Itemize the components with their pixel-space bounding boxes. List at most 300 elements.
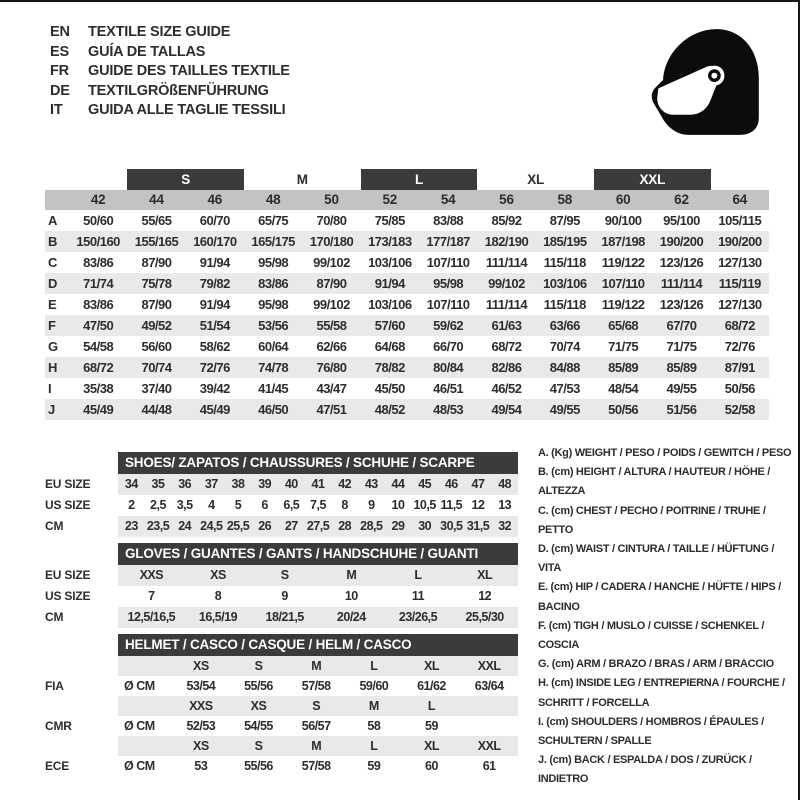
measurement-cell: 58/62 — [199, 339, 230, 354]
table-title: GLOVES / GUANTES / GANTS / HANDSCHUHE / GUANTI — [118, 543, 518, 565]
legend-item: H. (cm) INSIDE LEG / ENTREPIERNA / FOURCHE / SCHRITT / FORCELLA — [538, 677, 785, 709]
table-cell: 3,5 — [176, 498, 193, 512]
table-cell: 10 — [391, 498, 405, 512]
measurement-cell: 182/190 — [484, 234, 529, 249]
helmet-size-row — [118, 736, 518, 756]
legend-item: I. (cm) SHOULDERS / HOMBROS / ÉPAULES / SCHULTERN / SPALLE — [538, 715, 764, 748]
measurement-cell: 47/53 — [549, 381, 580, 396]
measurement-cell: 87/90 — [316, 276, 347, 291]
measurement-row-c — [45, 252, 769, 273]
measurement-cell: 83/86 — [83, 297, 114, 312]
helmet-size-cell: L — [427, 699, 436, 713]
measurement-cell: 87/91 — [724, 360, 755, 375]
table-cell: 8 — [214, 589, 222, 603]
measurement-cell: 107/110 — [601, 276, 645, 291]
diameter-label: Ø CM — [124, 719, 155, 733]
measurement-cell: 115/118 — [543, 255, 586, 270]
row-letter: H — [48, 360, 58, 375]
measurement-cell: 83/86 — [83, 255, 114, 270]
measurement-cell: 85/89 — [666, 360, 697, 375]
size-header-cell: 60 — [615, 192, 631, 207]
table-cell: 11,5 — [440, 498, 463, 512]
size-row-spacer — [118, 656, 172, 676]
measurement-row-j — [45, 399, 769, 420]
measurement-row-a — [45, 210, 769, 231]
table-cell: 12 — [478, 589, 492, 603]
measurement-cell: 46/52 — [491, 381, 522, 396]
measurement-cell: 82/86 — [491, 360, 522, 375]
table-cell: XS — [210, 568, 226, 582]
table-row — [118, 516, 518, 537]
measurement-cell: 74/78 — [258, 360, 289, 375]
table-row — [118, 565, 518, 586]
table-cell: L — [414, 568, 422, 582]
size-header-cell: 42 — [90, 192, 106, 207]
table-cell: 5 — [234, 498, 242, 512]
measurement-cell: 53/56 — [258, 318, 289, 333]
measurement-cell: 68/72 — [491, 339, 522, 354]
measurement-cell: 66/70 — [433, 339, 464, 354]
size-header-cell: 62 — [674, 192, 689, 207]
measurement-cell: 49/52 — [141, 318, 172, 333]
helmet-size-cell: L — [370, 739, 378, 753]
measurement-cell: 47/51 — [316, 402, 347, 417]
guide-title: GUÍA DE TALLAS — [88, 43, 206, 60]
language-code: FR — [50, 63, 69, 79]
measurement-cell: 91/94 — [199, 297, 230, 312]
table-cell: 24 — [178, 519, 192, 533]
table-row — [118, 607, 518, 628]
measurement-cell: 68/72 — [724, 318, 755, 333]
table-cell: 24,5 — [200, 519, 223, 533]
measurement-cell: 70/74 — [549, 339, 580, 354]
measurement-cell: 50/60 — [83, 213, 114, 228]
table-cell: 10 — [344, 589, 358, 603]
measurement-cell: 72/76 — [724, 339, 755, 354]
table-cell: 12,5/16,5 — [127, 610, 176, 624]
table-cell: 8 — [341, 498, 348, 512]
table-cell: 6 — [261, 498, 268, 512]
header-spacer — [45, 634, 118, 656]
helmet-size-cell: XL — [424, 739, 439, 753]
measurement-cell: 75/85 — [374, 213, 405, 228]
row-label: EU SIZE — [45, 568, 91, 582]
measurement-cell: 80/84 — [433, 360, 464, 375]
measurement-cell: 107/110 — [426, 297, 470, 312]
measurement-cell: 103/106 — [543, 276, 587, 291]
table-cell: 48 — [498, 477, 512, 491]
table-cell: 32 — [498, 519, 512, 533]
measurement-cell: 90/100 — [604, 213, 642, 228]
measurement-cell: 60/70 — [199, 213, 230, 228]
table-body — [118, 543, 518, 628]
measurement-cell: 111/114 — [485, 297, 528, 312]
size-header-cell: 44 — [149, 192, 164, 207]
helmet-value-cell: 59 — [425, 719, 438, 733]
helmet-size-cell: XXL — [477, 659, 501, 673]
measurement-cell: 70/74 — [141, 360, 172, 375]
measurement-cell: 91/94 — [199, 255, 230, 270]
table-cell: 9 — [281, 589, 288, 603]
guide-title: GUIDE DES TAILLES TEXTILE — [88, 63, 290, 79]
helmet-size-table — [45, 634, 518, 776]
row-letter: E — [48, 297, 57, 312]
row-letter: C — [48, 255, 58, 270]
measurement-cell: 48/53 — [433, 402, 464, 417]
measurement-cell: 48/52 — [374, 402, 405, 417]
measurement-cell: 123/126 — [659, 297, 704, 312]
measurement-cell: 71/75 — [608, 339, 639, 354]
size-header-cell: 56 — [499, 192, 514, 207]
guide-title: TEXTILE SIZE GUIDE — [88, 24, 231, 40]
measurement-cell: 115/118 — [543, 297, 586, 312]
helmet-size-cell: L — [370, 659, 378, 673]
measurement-cell: 51/56 — [666, 402, 697, 417]
row-label-column — [45, 452, 118, 537]
helmet-value-cell: 53 — [194, 759, 208, 773]
table-cell: 23 — [124, 519, 138, 533]
measurement-cell: 95/98 — [258, 297, 289, 312]
measurement-cell: 41/45 — [258, 381, 289, 396]
helmet-value-cell: 54/55 — [244, 719, 273, 733]
size-group-m: M — [296, 172, 308, 187]
table-row — [118, 495, 518, 516]
measurement-cell: 127/130 — [718, 297, 762, 312]
measurement-cell: 103/106 — [368, 255, 412, 270]
measurement-cell: 190/200 — [659, 234, 704, 249]
measurement-cell: 160/170 — [193, 234, 237, 249]
row-letter: J — [48, 402, 56, 417]
size-group-s: S — [127, 169, 244, 190]
table-cell: 4 — [208, 498, 215, 512]
measurement-cell: 185/195 — [543, 234, 587, 249]
helmet-size-cell: M — [311, 659, 322, 673]
table-body — [118, 634, 518, 776]
measurement-cell: 173/183 — [368, 234, 412, 249]
measurement-cell: 72/76 — [199, 360, 230, 375]
table-cell: 36 — [178, 477, 192, 491]
language-row — [50, 62, 290, 82]
helmet-size-cell: XS — [192, 659, 209, 673]
table-cell: 16,5/19 — [198, 610, 238, 624]
measurement-cell: 99/102 — [488, 276, 525, 291]
table-cell: 29 — [391, 519, 405, 533]
table-row — [118, 586, 518, 607]
size-header-cell: 48 — [265, 192, 281, 207]
table-cell: S — [280, 568, 289, 582]
helmet-size-cell: S — [254, 659, 263, 673]
table-cell: 27 — [284, 519, 298, 533]
row-label-column — [45, 634, 118, 776]
measurement-row-b — [45, 231, 769, 252]
helmet-size-cell: S — [312, 699, 321, 713]
language-row — [50, 82, 290, 102]
table-cell: 13 — [498, 498, 512, 512]
table-cell: 34 — [124, 477, 138, 491]
measurement-cell: 87/90 — [141, 255, 172, 270]
helmet-value-row — [118, 676, 518, 696]
table-cell: 10,5 — [413, 498, 436, 512]
helmet-value-cell: 63/64 — [474, 679, 504, 693]
table-cell: XXS — [139, 568, 164, 582]
measurement-cell: 84/88 — [549, 360, 580, 375]
measurement-cell: 115/119 — [718, 276, 761, 291]
guide-title: GUIDA ALLE TAGLIE TESSILI — [88, 102, 286, 118]
row-label: CMR — [45, 719, 72, 733]
measurement-cell: 64/68 — [374, 339, 405, 354]
measurement-cell: 127/130 — [718, 255, 762, 270]
measurement-cell: 75/78 — [141, 276, 172, 291]
row-label: ECE — [45, 759, 70, 773]
table-cell: 42 — [338, 477, 352, 491]
helmet-value-cell: 58 — [367, 719, 381, 733]
header-spacer — [45, 543, 118, 565]
helmet-size-cell: M — [311, 739, 322, 753]
row-label: EU SIZE — [45, 477, 91, 491]
language-row — [50, 43, 290, 63]
helmet-value-row — [118, 756, 518, 776]
size-row-spacer — [118, 736, 172, 756]
table-cell: 7 — [148, 589, 155, 603]
gloves-size-table — [45, 543, 518, 628]
table-cell: 45 — [418, 477, 432, 491]
row-letter: I — [48, 381, 52, 396]
guide-title: TEXTILGRÖßENFÜHRUNG — [88, 82, 269, 99]
measurement-cell: 95/100 — [663, 213, 700, 228]
measurement-cell: 85/92 — [491, 213, 522, 228]
size-header-cell: 54 — [440, 192, 456, 207]
table-cell: M — [346, 568, 357, 582]
measurement-cell: 123/126 — [659, 255, 704, 270]
row-label-spacer — [45, 736, 118, 756]
table-cell: 11 — [411, 589, 425, 603]
measurement-cell: 46/50 — [258, 402, 289, 417]
size-group-row — [45, 169, 769, 190]
measurement-cell: 155/165 — [134, 234, 179, 249]
measurement-cell: 187/198 — [601, 234, 645, 249]
measurement-row-h — [45, 357, 769, 378]
helmet-size-row — [118, 656, 518, 676]
table-cell: 30 — [418, 519, 432, 533]
size-group-xxl: XXL — [594, 169, 711, 190]
measurement-cell: 62/66 — [316, 339, 347, 354]
measurement-cell: 47/50 — [83, 318, 114, 333]
measurement-cell: 79/82 — [199, 276, 230, 291]
helmet-size-cell — [460, 696, 518, 716]
measurement-cell: 55/65 — [141, 213, 172, 228]
measurement-cell: 60/64 — [258, 339, 289, 354]
helmet-value-cell — [460, 716, 518, 736]
measurement-cell: 87/95 — [549, 213, 580, 228]
table-cell: 28 — [338, 519, 352, 533]
table-cell: 39 — [258, 477, 272, 491]
table-cell: 44 — [391, 477, 405, 491]
row-letter: A — [48, 213, 58, 228]
measurement-row-g — [45, 336, 769, 357]
language-code: IT — [50, 102, 63, 118]
helmet-value-cell: 61 — [482, 759, 496, 773]
helmet-size-cell: S — [254, 739, 263, 753]
table-cell: 46 — [444, 477, 458, 491]
measurement-cell: 119/122 — [601, 255, 645, 270]
table-cell: 6,5 — [283, 498, 300, 512]
row-letter: G — [48, 339, 58, 354]
shoes-size-table — [45, 452, 518, 537]
row-label-spacer — [45, 696, 118, 716]
row-label: US SIZE — [45, 589, 91, 603]
legend-item: C. (cm) CHEST / PECHO / POITRINE / TRUHE / PETTO — [538, 504, 766, 536]
table-title: SHOES/ ZAPATOS / CHAUSSURES / SCHUHE / SCARPE — [118, 452, 518, 474]
table-cell: 2 — [128, 498, 135, 512]
measurement-cell: 95/98 — [258, 255, 289, 270]
measurement-cell: 65/68 — [608, 318, 639, 333]
helmet-size-cell: XS — [192, 739, 209, 753]
measurement-cell: 63/66 — [549, 318, 580, 333]
size-header-row — [45, 190, 769, 210]
measurement-cell: 52/58 — [724, 402, 755, 417]
helmet-value-cell: 52/53 — [186, 719, 216, 733]
legend-item: E. (cm) HIP / CADERA / HANCHE / HÜFTE / HIPS / BACINO — [538, 581, 781, 613]
size-group-l: L — [361, 169, 478, 190]
table-row — [118, 474, 518, 495]
language-code: ES — [50, 43, 69, 60]
table-cell: 28,5 — [360, 519, 383, 533]
measurement-cell: 107/110 — [426, 255, 470, 270]
table-cell: 35 — [151, 477, 165, 491]
helmet-value-cell: 55/56 — [244, 759, 273, 773]
table-body — [118, 452, 518, 537]
legend-item: F. (cm) TIGH / MUSLO / CUISSE / SCHENKEL / COSCIA — [538, 619, 765, 652]
table-cell: 40 — [284, 477, 298, 491]
table-cell: 37 — [204, 477, 218, 491]
measurement-cell: 70/80 — [316, 213, 347, 228]
size-header-cell: 52 — [382, 192, 398, 207]
row-letter: B — [48, 234, 58, 249]
measurement-cell: 57/60 — [374, 318, 405, 333]
table-cell: 47 — [471, 477, 485, 491]
language-row — [50, 101, 290, 121]
measurement-cell: 61/63 — [491, 318, 522, 333]
measurement-cell: 45/50 — [374, 381, 405, 396]
table-cell: 23,5 — [146, 519, 170, 533]
language-title-list — [50, 23, 290, 121]
measurement-cell: 76/80 — [316, 360, 347, 375]
measurement-cell: 45/49 — [83, 402, 114, 417]
measurement-cell: 51/54 — [199, 318, 230, 333]
textile-size-table — [45, 169, 769, 420]
measurement-cell: 68/72 — [83, 360, 114, 375]
helmet-value-cell: 53/54 — [186, 679, 216, 693]
measurement-cell: 39/42 — [199, 381, 230, 396]
table-cell: 2,5 — [150, 498, 166, 512]
helmet-size-cell: XXL — [477, 739, 501, 753]
size-row-spacer — [118, 696, 172, 716]
language-code: EN — [50, 24, 70, 40]
measurement-row-i — [45, 378, 769, 399]
row-label-spacer — [45, 656, 118, 676]
measurement-cell: 37/40 — [141, 381, 172, 396]
measurement-cell: 49/55 — [666, 381, 697, 396]
diameter-label: Ø CM — [124, 679, 155, 693]
helmet-size-cell: XL — [424, 659, 439, 673]
header-spacer — [45, 452, 118, 474]
measurement-cell: 111/114 — [660, 276, 703, 291]
table-cell: 43 — [364, 477, 378, 491]
helmet-value-cell: 59 — [367, 759, 381, 773]
diameter-label: Ø CM — [124, 759, 155, 773]
measurement-cell: 71/75 — [666, 339, 697, 354]
measurement-cell: 67/70 — [666, 318, 697, 333]
measurement-legend — [538, 444, 798, 790]
measurement-cell: 170/180 — [309, 234, 354, 249]
size-group-xl: XL — [527, 172, 545, 187]
measurement-cell: 85/89 — [608, 360, 639, 375]
measurement-cell: 49/54 — [491, 402, 522, 417]
measurement-cell: 65/75 — [258, 213, 289, 228]
helmet-size-cell: XS — [250, 699, 267, 713]
helmet-value-cell: 57/58 — [301, 759, 331, 773]
measurement-row-f — [45, 315, 769, 336]
row-letter: D — [48, 276, 58, 291]
measurement-cell: 91/94 — [374, 276, 405, 291]
size-header-cell: 58 — [557, 192, 573, 207]
measurement-cell: 99/102 — [313, 255, 350, 270]
helmet-value-cell: 61/62 — [417, 679, 446, 693]
size-header-cell: 46 — [207, 192, 223, 207]
helmet-value-row — [118, 716, 518, 736]
table-title: HELMET / CASCO / CASQUE / HELM / CASCO — [118, 634, 518, 656]
measurement-cell: 150/160 — [76, 234, 120, 249]
table-cell: 38 — [231, 477, 245, 491]
measurement-cell: 190/200 — [718, 234, 762, 249]
row-label-column — [45, 543, 118, 628]
helmet-value-cell: 59/60 — [359, 679, 389, 693]
measurement-cell: 119/122 — [601, 297, 645, 312]
row-label: US SIZE — [45, 498, 91, 512]
legend-item: B. (cm) HEIGHT / ALTURA / HAUTEUR / HÖHE / ALTEZZA — [538, 466, 771, 498]
measurement-cell: 50/56 — [608, 402, 639, 417]
legend-item: J. (cm) BACK / ESPALDA / DOS / ZURÜCK / INDIETRO — [538, 754, 752, 786]
measurement-cell: 35/38 — [83, 381, 114, 396]
measurement-cell: 56/60 — [141, 339, 172, 354]
size-header-cell: 50 — [324, 192, 339, 207]
measurement-cell: 44/48 — [141, 402, 172, 417]
row-label: FIA — [45, 679, 64, 693]
table-cell: 27,5 — [306, 519, 330, 533]
measurement-cell: 49/55 — [549, 402, 580, 417]
language-code: DE — [50, 82, 70, 99]
row-letter: F — [48, 318, 56, 333]
helmet-size-cell: XXS — [189, 699, 213, 713]
measurement-cell: 55/58 — [316, 318, 347, 333]
helmet-value-cell: 57/58 — [301, 679, 331, 693]
measurement-cell: 83/86 — [258, 276, 289, 291]
measurement-cell: 43/47 — [316, 381, 347, 396]
measurement-cell: 71/74 — [83, 276, 114, 291]
table-cell: 41 — [311, 477, 325, 491]
table-cell: 20/24 — [336, 610, 366, 624]
measurement-cell: 54/58 — [83, 339, 114, 354]
row-label: CM — [45, 519, 64, 533]
measurement-cell: 177/187 — [426, 234, 470, 249]
measurement-cell: 78/82 — [374, 360, 405, 375]
measurement-cell: 48/54 — [608, 381, 639, 396]
measurement-cell: 46/51 — [433, 381, 464, 396]
table-cell: 30,5 — [440, 519, 463, 533]
measurement-cell: 103/106 — [368, 297, 412, 312]
legend-item: D. (cm) WAIST / CINTURA / TAILLE / HÜFTUNG / VITA — [538, 543, 775, 575]
row-label: CM — [45, 610, 64, 624]
